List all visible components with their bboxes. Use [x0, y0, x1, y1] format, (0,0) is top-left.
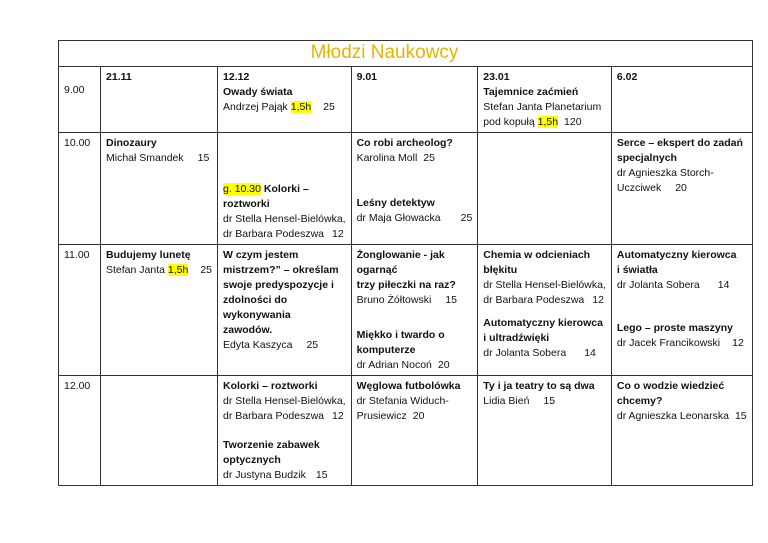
cell — [351, 67, 478, 133]
workshop-leader: Karolina Moll 25 — [356, 152, 435, 164]
cell — [218, 376, 352, 486]
schedule-table — [58, 40, 753, 486]
participant-count: 25 — [323, 101, 335, 113]
workshop-leader: dr Jacek Francikowski 12 — [616, 337, 744, 349]
workshop-name-cont: chcemy? — [616, 395, 663, 407]
workshop-name-cont: roztworki — [223, 198, 270, 210]
workshop-name: Miękko i twardo o — [356, 329, 445, 341]
participant-count: 20 — [675, 182, 687, 194]
workshop-name-cont: błękitu — [483, 264, 518, 276]
time-label: 12.00 — [64, 380, 91, 392]
duration-badge: 1,5h — [537, 116, 559, 128]
participant-count: 15 — [315, 469, 328, 481]
workshop-leader: Uczciwek 20 — [616, 182, 687, 194]
workshop-name: g. 10.30 Kolorki – — [223, 183, 309, 195]
workshop-name-cont: i światła — [616, 264, 658, 276]
workshop-leader: dr Stefania Widuch- — [356, 395, 449, 407]
duration-badge: 1,5h — [290, 101, 312, 113]
time-label: 10.00 — [64, 137, 91, 149]
workshop-name: Ty i ja teatry to są dwa — [483, 380, 595, 392]
workshop-name: Węglowa futbolówka — [356, 380, 461, 392]
workshop-leader: dr Adrian Nocoń 20 — [356, 359, 450, 371]
date-header: 6.02 — [616, 71, 638, 83]
participant-count: 12 — [732, 337, 744, 349]
participant-count: 25 — [423, 152, 435, 164]
participant-count: 15 — [543, 395, 556, 407]
cell — [478, 133, 612, 245]
workshop-leader: dr Justyna Budzik 15 — [223, 469, 328, 481]
workshop-leader: Andrzej Pająk 1,5h 25 — [223, 101, 335, 113]
time-cell — [59, 376, 101, 486]
time-cell — [59, 133, 101, 245]
cell — [101, 245, 218, 376]
time-badge: g. 10.30 — [223, 183, 261, 195]
cell — [218, 67, 352, 133]
workshop-name-cont: swoje predyspozycje i — [223, 279, 334, 291]
workshop-name-cont: i ultradźwięki — [483, 332, 550, 344]
cell — [101, 133, 218, 245]
workshop-leader: dr Barbara Podeszwa 12 — [223, 228, 344, 240]
date-header: 9.01 — [356, 71, 378, 83]
workshop-name: W czym jestem — [223, 249, 299, 261]
participant-count: 14 — [584, 347, 596, 359]
workshop-name: Żonglowanie - jak ogarnąć — [356, 249, 445, 276]
workshop-leader: dr Barbara Podeszwa 12 — [223, 410, 344, 422]
workshop-name-cont: zdolności do wykonywania — [223, 294, 291, 321]
workshop-leader: Stefan Janta Planetarium — [483, 101, 602, 113]
cell — [478, 376, 612, 486]
workshop-name: Kolorki – roztworki — [223, 380, 318, 392]
cell — [351, 133, 478, 245]
workshop-leader: dr Stella Hensel-Bielówka, — [223, 395, 346, 407]
workshop-leader: Michał Smandek 15 — [106, 152, 210, 164]
workshop-name-cont: komputerze — [356, 344, 416, 356]
workshop-place: pod kopułą 1,5h 120 — [483, 116, 582, 128]
cell — [611, 133, 752, 245]
cell — [611, 67, 752, 133]
workshop-name: Automatyczny kierowca — [616, 249, 737, 261]
workshop-name: Co robi archeolog? — [356, 137, 453, 149]
cell — [478, 245, 612, 376]
cell — [101, 376, 218, 486]
workshop-leader: Edyta Kaszyca 25 — [223, 339, 319, 351]
date-header: 12.12 — [223, 71, 250, 83]
workshop-name-cont: optycznych — [223, 454, 281, 466]
participant-count: 14 — [717, 279, 730, 291]
workshop-name-cont: mistrzem?” – określam — [223, 264, 339, 276]
workshop-leader: dr Stella Hensel-Bielówka, — [223, 213, 346, 225]
participant-count: 20 — [412, 410, 425, 422]
workshop-name: Tajemnice zaćmień — [483, 86, 579, 98]
workshop-leader: dr Agnieszka Leonarska 15 — [616, 410, 747, 422]
workshop-name: Owady świata — [223, 86, 293, 98]
cell — [218, 245, 352, 376]
time-cell — [59, 67, 101, 133]
participant-count: 120 — [564, 116, 582, 128]
participant-count: 25 — [460, 212, 473, 224]
cell — [611, 376, 752, 486]
cell — [478, 67, 612, 133]
workshop-leader: Bruno Żółtowski 15 — [356, 294, 457, 306]
workshop-leader: dr Barbara Podeszwa 12 — [483, 294, 604, 306]
participant-count: 25 — [200, 264, 213, 276]
workshop-name: Lego – proste maszyny — [616, 322, 733, 334]
workshop-leader: Lidia Bień 15 — [483, 395, 556, 407]
date-header: 23.01 — [483, 71, 510, 83]
cell — [351, 245, 478, 376]
workshop-name: Serce – ekspert do zadań — [616, 137, 743, 149]
duration-badge: 1,5h — [167, 264, 189, 276]
workshop-leader: dr Jolanta Sobera 14 — [616, 279, 730, 291]
participant-count: 20 — [437, 359, 450, 371]
cell — [218, 133, 352, 245]
workshop-name: Co o wodzie wiedzieć — [616, 380, 725, 392]
row-9-00 — [59, 67, 753, 133]
workshop-name: Leśny detektyw — [356, 197, 435, 209]
workshop-leader: dr Stella Hensel-Bielówka, — [483, 279, 606, 291]
cell — [351, 376, 478, 486]
time-cell — [59, 245, 101, 376]
workshop-name: Chemia w odcieniach — [483, 249, 591, 261]
row-10-00 — [59, 133, 753, 245]
workshop-name: Tworzenie zabawek — [223, 439, 320, 451]
participant-count: 12 — [332, 228, 344, 240]
workshop-name: Budujemy lunetę — [106, 249, 191, 261]
workshop-leader: Prusiewicz 20 — [356, 410, 425, 422]
participant-count: 25 — [306, 339, 319, 351]
workshop-leader: dr Maja Głowacka 25 — [356, 212, 473, 224]
cell — [611, 245, 752, 376]
time-label: 11.00 — [64, 249, 90, 261]
cell — [101, 67, 218, 133]
row-11-00 — [59, 245, 753, 376]
participant-count: 15 — [197, 152, 210, 164]
date-header: 21.11 — [106, 71, 132, 83]
workshop-name: Dinozaury — [106, 137, 157, 149]
workshop-name-cont: specjalnych — [616, 152, 677, 164]
workshop-name-cont: trzy piłeczki na raz? — [356, 279, 456, 291]
participant-count: 15 — [734, 410, 747, 422]
workshop-name-cont: zawodów. — [223, 324, 273, 336]
time-label: 9.00 — [64, 84, 85, 96]
page-title: Młodzi Naukowcy — [310, 42, 459, 63]
workshop-leader: Stefan Janta 1,5h 25 — [106, 264, 213, 276]
workshop-name: Automatyczny kierowca — [483, 317, 603, 329]
participant-count: 12 — [592, 294, 604, 306]
workshop-leader: dr Agnieszka Storch- — [616, 167, 714, 179]
participant-count: 12 — [332, 410, 344, 422]
workshop-leader: dr Jolanta Sobera 14 — [483, 347, 596, 359]
row-12-00 — [59, 376, 753, 486]
participant-count: 15 — [445, 294, 457, 306]
